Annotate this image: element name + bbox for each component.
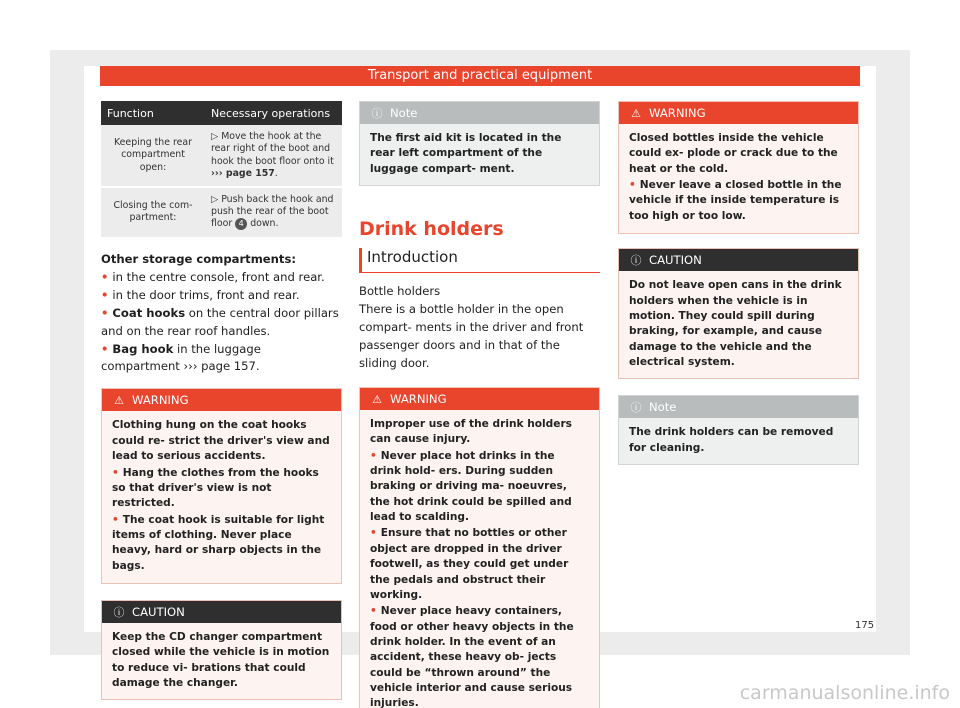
caution-box <box>618 248 859 379</box>
operation-text: ▷ Push back the hook and push the rear of the boot floor <box>211 194 334 230</box>
note-header: ⓘ Note <box>619 396 858 418</box>
list-item: • Never place heavy containers, food or other heavy objects in the drink holder. In the event of an accident, these heavy ob- jects could be “thrown around” the vehicle interior and cause serious injuries. <box>370 605 574 708</box>
caution-body: Keep the CD changer compartment closed while the vehicle is in motion to reduce vi- brations that could damage the changer. <box>112 631 330 690</box>
note-body: The first aid kit is located in the rear left compartment of the luggage compart- ment. <box>370 132 562 175</box>
page-header: Transport and practical equipment <box>100 66 860 86</box>
warning-intro: Improper use of the drink holders can cause injury. <box>370 417 572 446</box>
note-header: ⓘ Note <box>360 102 599 124</box>
list-item: • The coat hook is suitable for light items of clothing. Never place heavy, hard or sharp objects in the bags. <box>112 513 325 572</box>
operations-table <box>101 101 342 239</box>
warning-header: ⚠ WARNING <box>619 102 858 124</box>
list-item: • Never place hot drinks in the drink hold- ers. During sudden braking or driving ma- noeuvres, the hot drink could be spilled and lead to scalding. <box>370 449 572 524</box>
warning-body <box>102 411 341 583</box>
drink-section <box>359 218 600 373</box>
list-item: • Coat hooks on the central door pillars and on the rear roof handles. <box>101 305 339 338</box>
note-box <box>618 395 859 465</box>
note-body: The drink holders can be removed for cleaning. <box>629 426 834 454</box>
table-row <box>101 187 342 238</box>
operation-suffix: down. <box>250 218 279 230</box>
table-header-operations: Necessary operations <box>205 101 342 125</box>
warning-box <box>618 101 859 234</box>
table-header-function: Function <box>101 101 205 125</box>
caution-circle-icon: ⓘ <box>113 606 125 620</box>
table-cell-function: Closing the com- partment: <box>101 187 205 238</box>
warning-header: ⚠ WARNING <box>360 388 599 410</box>
caution-circle-icon: ⓘ <box>630 254 642 268</box>
list-item: • Never leave a closed bottle in the vehicle if the inside temperature is too high or too low. <box>629 179 842 222</box>
warning-intro: Clothing hung on the coat hooks could re- strict the driver's view and lead to serious accidents. <box>112 419 330 463</box>
caution-body: Do not leave open cans in the drink holders when the vehicle is in motion. They could spill during braking, for example, and cause damage to the vehicle and the electrical system. <box>629 279 842 368</box>
number-badge: 4 <box>235 218 247 230</box>
info-icon: ⓘ <box>371 107 383 120</box>
section-subtitle: Introduction <box>359 248 600 273</box>
note-box <box>359 101 600 186</box>
warning-triangle-icon: ⚠ <box>114 394 124 408</box>
warning-body <box>619 124 858 233</box>
list-item: • Ensure that no bottles or other object are dropped in the driver footwell, as they could get under the pedals and obstruct their working. <box>370 527 569 601</box>
warning-triangle-icon: ⚠ <box>631 107 641 120</box>
table-row <box>101 125 342 187</box>
bottle-heading: Bottle holders <box>359 284 441 299</box>
warning-triangle-icon: ⚠ <box>372 392 382 406</box>
list-item: • Bag hook in the luggage compartment ››› page 157. <box>101 341 261 374</box>
page-link[interactable]: ››› page 157 <box>211 167 275 179</box>
page-number: 175 <box>855 620 875 631</box>
section-title: Drink holders <box>359 218 504 241</box>
warning-body <box>360 410 599 708</box>
caution-box <box>101 600 342 700</box>
operation-suffix: . <box>274 167 278 179</box>
warning-header: ⚠ WARNING <box>102 389 341 411</box>
warning-intro: Closed bottles inside the vehicle could ex- plode or crack due to the heat or the cold. <box>629 132 838 175</box>
column-right <box>618 101 859 465</box>
caution-header: ⓘ CAUTION <box>619 249 858 271</box>
column-left <box>101 101 342 700</box>
list-item: • in the centre console, front and rear. <box>101 269 325 284</box>
bottle-section <box>359 283 600 373</box>
info-icon: ⓘ <box>630 401 642 415</box>
table-cell-function: Keeping the rear compartment open: <box>101 125 205 187</box>
table-cell-operation <box>205 125 342 187</box>
storage-heading: Other storage compartments: <box>101 251 296 266</box>
operation-text: ▷ Move the hook at the rear right of the boot and hook the boot floor onto it <box>211 131 334 167</box>
table-cell-operation <box>205 187 342 238</box>
watermark: carmanualsonline.info <box>739 682 950 704</box>
caution-header: ⓘ CAUTION <box>102 601 341 623</box>
list-item: • in the door trims, front and rear. <box>101 287 300 302</box>
column-middle <box>359 101 600 708</box>
list-item: • Hang the clothes from the hooks so that driver's view is not restricted. <box>112 466 319 510</box>
warning-box <box>359 387 600 708</box>
bottle-text: There is a bottle holder in the open compart- ments in the driver and front passenger doors and in that of the sliding door. <box>359 302 584 370</box>
warning-box <box>101 388 342 584</box>
storage-section <box>101 251 342 377</box>
